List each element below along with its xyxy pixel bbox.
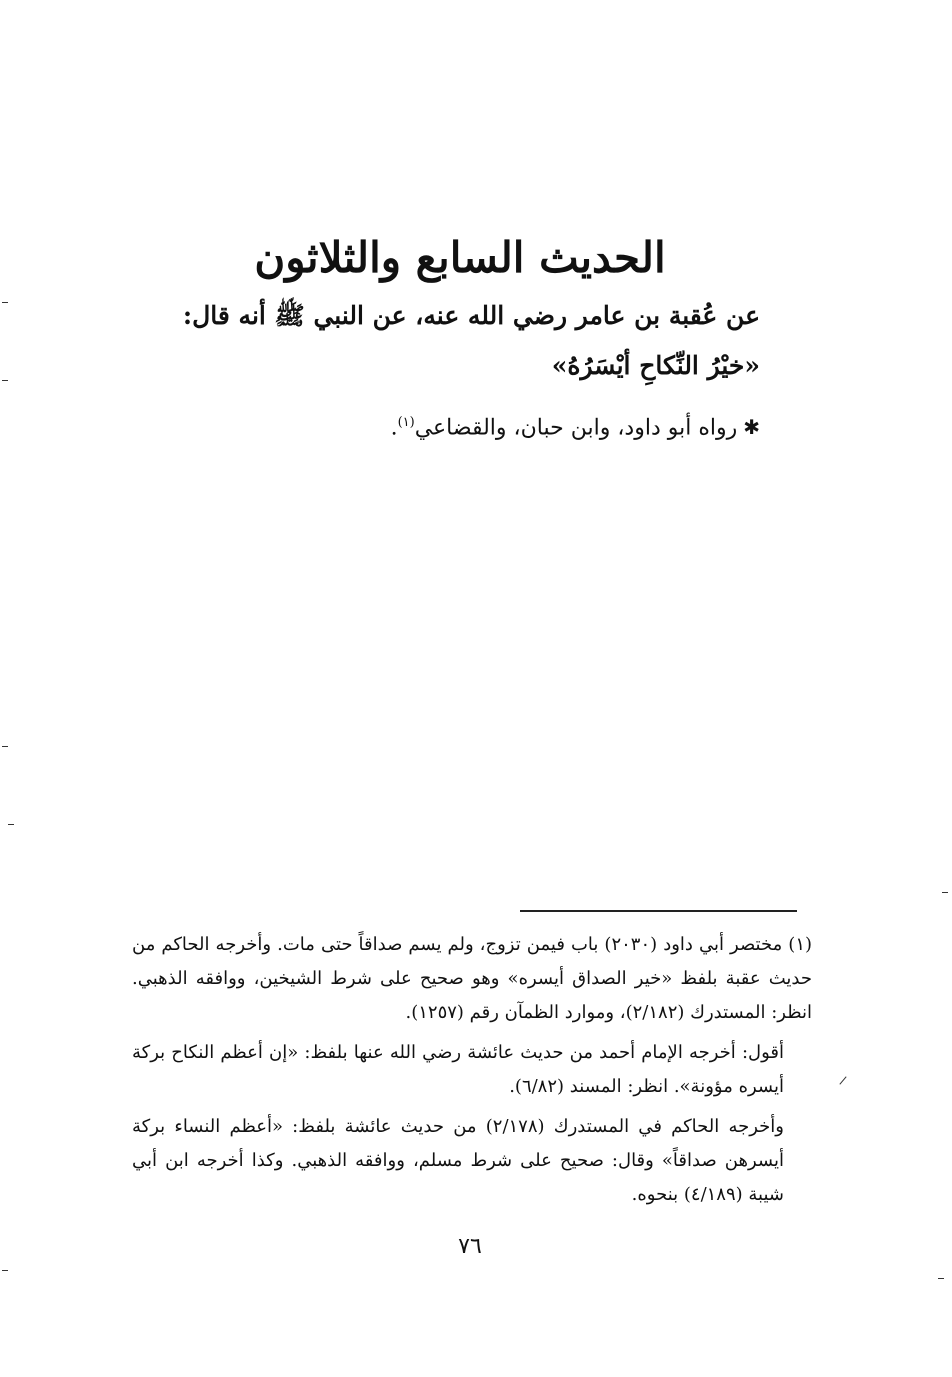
footnote-1-comment: أقول: أخرجه الإمام أحمد من حديث عائشة رضي الله عنها بلفظ: «إن أعظم النكاح بركة أيسره مؤونة». انظر: المسند (٦/٨٢). xyxy=(132,1042,784,1097)
scan-mark xyxy=(938,1278,944,1279)
scan-mark xyxy=(2,380,8,381)
footnote-ref: (١) xyxy=(397,415,415,430)
page-heading: الحديث السابع والثلاثون xyxy=(254,233,666,282)
hadith-intro: عن عُقبة بن عامر رضي الله عنه، عن النبي ﷺ أنه قال: xyxy=(182,301,760,330)
footnote-1-addition: وأخرجه الحاكم في المستدرك (٢/١٧٨) من حديث عائشة بلفظ: «أعظم النساء بركة أيسرهن صداقاً» وقال: صحيح على شرط مسلم، ووافقه الذهبي. وكذا أخرجه ابن أبي شيبة (٤/١٨٩) بنحوه. xyxy=(132,1116,784,1205)
page-number: ٧٦ xyxy=(458,1234,482,1259)
footnote-1: (١) مختصر أبي داود (٢٠٣٠) باب فيمن تزوج، ولم يسم صداقاً حتى مات. وأخرجه الحاكم من حديث عقبة بلفظ «خير الصداق أيسره» وهو صحيح على شرط الشيخين، ووافقه الذهبي. انظر: المستدرك (٢/١٨٢)، وموارد الظمآن رقم (١٢٥٧). xyxy=(132,934,813,1023)
asterisk-icon: ✱ xyxy=(743,415,760,440)
footnote-divider xyxy=(520,910,797,912)
hadith-source xyxy=(160,405,760,446)
footnotes xyxy=(132,928,812,1218)
source-end: . xyxy=(390,415,398,441)
source-text: رواه أبو داود، وابن حبان، والقضاعي xyxy=(414,415,738,441)
hadith-quote: «خيْرُ النِّكاحِ أيْسَرُهُ» xyxy=(551,351,760,380)
scan-mark xyxy=(942,892,948,893)
scan-mark xyxy=(2,1270,8,1271)
scan-mark xyxy=(2,746,8,747)
scan-mark xyxy=(2,302,8,303)
scan-mark xyxy=(8,824,14,825)
scan-mark xyxy=(839,1076,846,1084)
